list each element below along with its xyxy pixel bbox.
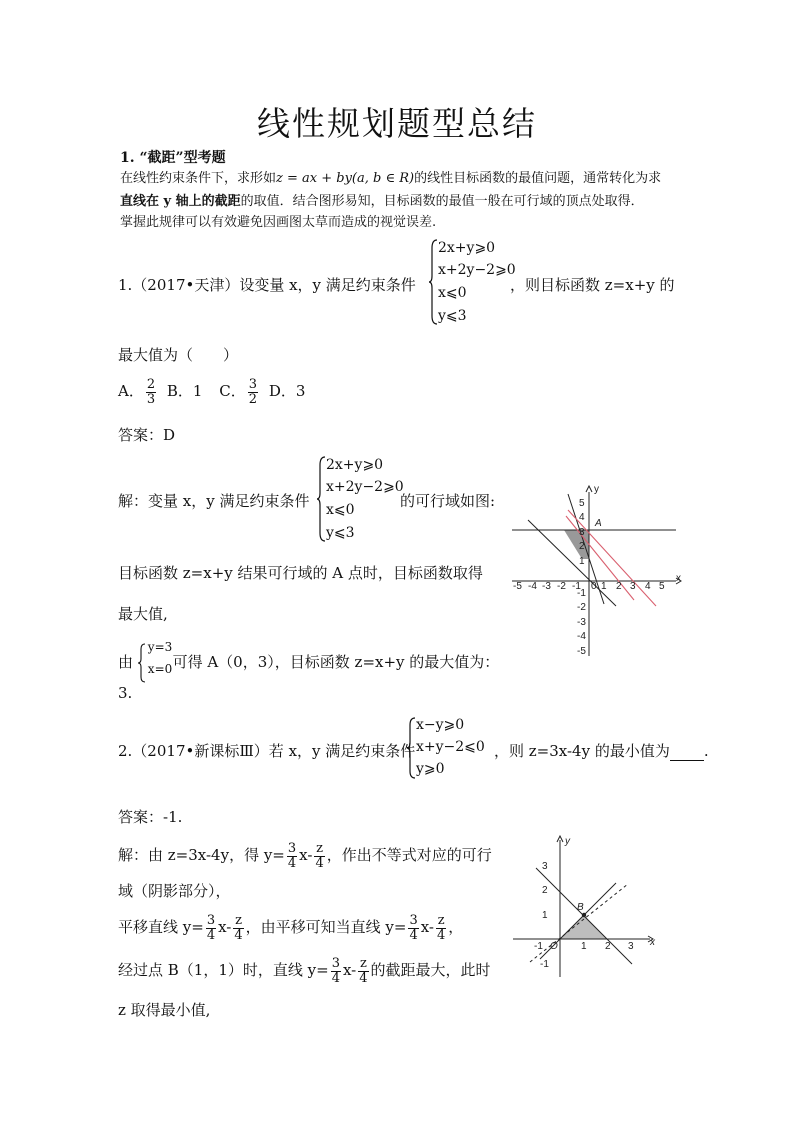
fraction: $\frac{2}{3}$ [146, 377, 156, 407]
brace-icon [428, 238, 438, 326]
q1-answer: 答案：D [118, 426, 176, 444]
y-axis-arrow-icon [586, 486, 592, 492]
intro-line-1 [120, 167, 661, 186]
q2-constraint-system [406, 716, 506, 782]
brace-icon [406, 716, 416, 780]
svg-text:O: O [550, 941, 558, 952]
svg-text:-3: -3 [542, 581, 551, 592]
svg-text:4: 4 [645, 581, 651, 592]
q1-solution-line4: 由 y=3 x=0 可得 A（0，3），目标函数 z=x+y 的最大值为： [118, 643, 499, 683]
equation: x=0 [147, 662, 173, 676]
svg-text:-1: -1 [534, 941, 543, 952]
brace-icon [138, 643, 146, 683]
constraint: x⩽0 [326, 502, 355, 518]
q1-options [118, 378, 305, 406]
q2-solution-line5: z 取得最小值, [118, 1001, 211, 1019]
svg-text:y: y [594, 484, 599, 495]
fraction: $\frac{3}{2}$ [248, 377, 258, 407]
constraint: y⩽3 [438, 308, 467, 324]
svg-text:3: 3 [542, 861, 548, 872]
q1-prefix: 1.（2017•天津）设变量 x，y 满足约束条件 [118, 276, 416, 294]
svg-text:-4: -4 [528, 581, 537, 592]
svg-text:1: 1 [581, 941, 587, 952]
intro-text: 在线性约束条件下，求形如 [120, 171, 277, 186]
q1-solution-system [316, 455, 406, 545]
constraint: 2x+y⩾0 [326, 457, 384, 473]
svg-text:-3: -3 [577, 617, 586, 628]
constraint: x−y⩾0 [416, 717, 465, 733]
intro-text: 的取值．结合图形易知，目标函数的最值一般在可行域的顶点处取得． [240, 194, 644, 209]
q1-solution-line3: 最大值, [118, 605, 168, 623]
answer-blank [670, 746, 704, 761]
svg-text:2: 2 [542, 885, 548, 896]
intro-line-2 [120, 190, 644, 209]
page-title: 线性规划题型总结 [257, 104, 537, 143]
svg-text:3: 3 [628, 941, 634, 952]
constraint: x+2y−2⩾0 [438, 262, 516, 278]
q1-line2: 最大值为（ ） [118, 346, 239, 364]
svg-text:0: 0 [591, 581, 597, 592]
constraint: x+y−2⩽0 [416, 739, 485, 755]
constraint: y⩽3 [326, 525, 355, 541]
q1-solution-line2: 目标函数 z=x+y 结果可行域的 A 点时，目标函数取得 [118, 564, 483, 582]
svg-text:x: x [650, 937, 655, 948]
constraint: 2x+y⩾0 [438, 240, 496, 256]
section-heading: 1. “截距”型考题 [120, 150, 226, 166]
q2-solution-line2: 域（阴影部分）， [118, 882, 231, 900]
q1-solution-line5: 3. [118, 684, 133, 702]
q2-solution-line3: 平移直线 y= $\frac{3}{4}$ x- $\frac{z}{4}$ ，由平移可知当直线 y= $\frac{3}{4}$ x- $\frac{z}{4}$ ， [118, 913, 464, 943]
q1-solution-suffix: 的可行域如图: [400, 492, 496, 510]
svg-text:-2: -2 [577, 602, 586, 613]
svg-text:B: B [577, 902, 584, 913]
intro-formula: z = ax + by(a, b ∈ R) [276, 171, 415, 186]
q2-prefix: 2.（2017•新课标Ⅲ）若 x，y 满足约束条件 [118, 742, 416, 760]
point-a-label: A [595, 518, 602, 529]
q1-suffix: ，则目标函数 z=x+y 的 [510, 276, 675, 294]
svg-text:4: 4 [579, 512, 585, 523]
constraint: x⩽0 [438, 285, 467, 301]
svg-text:1: 1 [579, 556, 585, 567]
intro-text: 的线性目标函数的最值问题，通常转化为求 [414, 171, 662, 186]
option-d: D．3 [268, 382, 306, 401]
svg-text:5: 5 [579, 498, 585, 509]
svg-text:3: 3 [579, 527, 585, 538]
q2-feasible-region-graph [510, 832, 660, 982]
svg-text:1: 1 [542, 910, 548, 921]
intro-bold: 直线在 y 轴上的截距 [120, 194, 241, 209]
q2-suffix: ，则 z=3x-4y 的最小值为 . [494, 742, 709, 760]
q2-solution-line1: 解：由 z=3x-4y，得 y= $\frac{3}{4}$ x- $\frac{z}{4}$ ，作出不等式对应的可行 [118, 841, 492, 871]
svg-text:x: x [676, 573, 681, 584]
svg-text:-2: -2 [557, 581, 566, 592]
q1-feasible-region-graph [508, 480, 688, 660]
svg-text:y: y [565, 836, 570, 847]
q1-solution-prefix: 解：变量 x，y 满足约束条件 [118, 492, 310, 510]
svg-text:-4: -4 [577, 631, 586, 642]
q2-tick-labels [534, 836, 656, 970]
svg-text:5: 5 [659, 581, 665, 592]
svg-text:-1: -1 [540, 959, 549, 970]
point-b [582, 913, 586, 917]
svg-text:3: 3 [630, 581, 636, 592]
svg-text:-5: -5 [577, 646, 586, 657]
feasible-region [564, 530, 589, 559]
svg-text:2: 2 [616, 581, 622, 592]
feasible-region [560, 915, 607, 939]
svg-text:2: 2 [605, 941, 611, 952]
equation: y=3 [147, 640, 173, 654]
brace-icon [316, 455, 326, 543]
q1-sub-system [138, 640, 173, 683]
svg-text:-1: -1 [577, 588, 586, 599]
svg-text:1: 1 [601, 581, 607, 592]
svg-text:2: 2 [579, 541, 585, 552]
q2-solution-line4: 经过点 B（1，1）时，直线 y= $\frac{3}{4}$ x- $\frac{z}{4}$ 的截距最大，此时 [118, 956, 491, 986]
option-c: C． [219, 382, 246, 401]
constraint: x+2y−2⩾0 [326, 479, 404, 495]
svg-text:-5: -5 [513, 581, 522, 592]
option-b: B．1 [166, 382, 203, 401]
option-a: A． [118, 382, 144, 401]
q2-answer: 答案：-1. [118, 808, 183, 826]
svg-text:-1: -1 [572, 581, 581, 592]
intro-line-3: 掌握此规律可以有效避免因画图太草而造成的视觉误差. [120, 215, 437, 230]
constraint: y⩾0 [416, 761, 445, 777]
